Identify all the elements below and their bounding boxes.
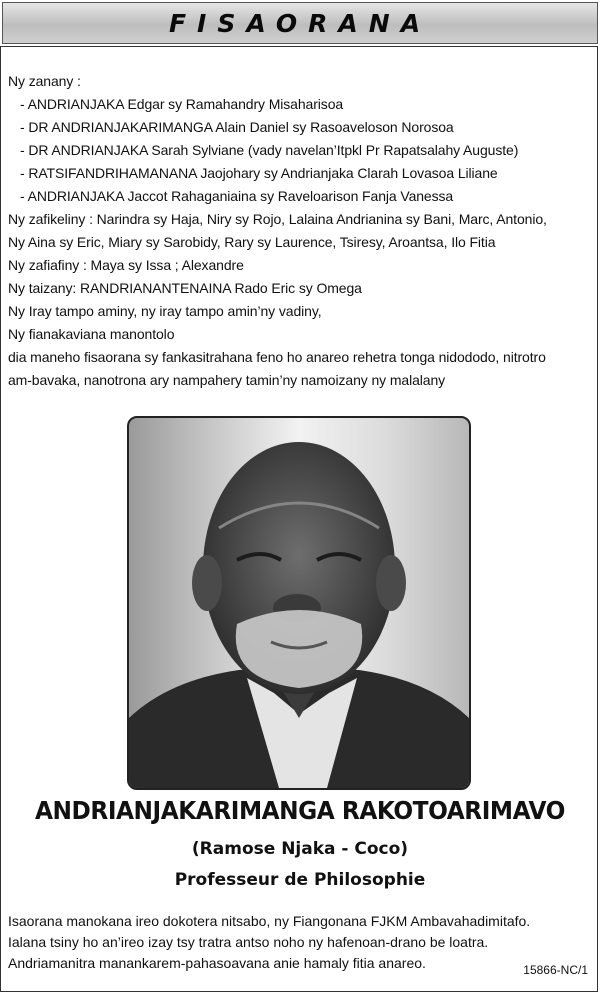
footer-text [8,911,592,974]
header-banner [2,2,598,44]
zanany-label: Ny zanany : [8,73,81,89]
child-entry: - DR ANDRIANJAKA Sarah Sylviane (vady navelan’Itpkl Pr Rapatsalahy Auguste) [20,142,519,158]
thanks-message-line: am-bavaka, nanotrona ary nampahery tamin’ny namoizany ny malalany [8,372,446,388]
child-entry: - DR ANDRIANJAKARIMANGA Alain Daniel sy Rasoaveloson Norosoa [20,119,454,135]
acknowledgement-text [8,70,592,392]
portrait-photo [127,416,471,790]
siblings-line: Ny Iray tampo aminy, ny iray tampo amin’ny vadiny, [8,303,322,319]
footer-line: Isaorana manokana ireo dokotera nitsabo, ny Fiangonana FJKM Ambavahadimitafo. [8,913,531,929]
child-entry: - ANDRIANJAKA Edgar sy Ramahandry Misaharisoa [20,96,344,112]
deceased-profession: Professeur de Philosophie [174,870,426,890]
reference-number: 15866-NC/1 [523,963,588,977]
deceased-name: ANDRIANJAKARIMANGA RAKOTOARIMAVO [35,796,565,825]
foster-children-line: Ny taizany: RANDRIANANTENAINA Rado Eric sy Omega [8,280,362,296]
footer-line: Andriamanitra manankarem-pahasoavana anie hamaly fitia anareo. [8,955,426,971]
grandchildren-line: Ny Aina sy Eric, Miary sy Sarobidy, Rary sy Laurence, Tsiresy, Aroantsa, Ilo Fitia [8,234,496,250]
banner-title: FISAORANA [168,8,432,38]
child-entry: - ANDRIANJAKA Jaccot Rahaganiaina sy Raveloarison Fanja Vanessa [20,188,454,204]
portrait-illustration [129,418,469,788]
deceased-nickname: (Ramose Njaka - Coco) [191,839,409,859]
footer-line: Ialana tsiny ho an’ireo izay tsy tratra antso noho ny hafenoan-drano be loatra. [8,934,489,950]
thanks-message-line: dia maneho fisaorana sy fankasitrahana feno ho anareo rehetra tonga nidododo, nitrotro [8,349,546,365]
child-entry: - RATSIFANDRIHAMANANA Jaojohary sy Andrianjaka Clarah Lovasoa Liliane [20,165,498,181]
great-grandchildren-line: Ny zafiafiny : Maya sy Issa ; Alexandre [8,257,244,273]
grandchildren-line: Ny zafikeliny : Narindra sy Haja, Niry sy Rojo, Lalaina Andrianina sy Bani, Marc, Antonio, [8,211,547,227]
family-line: Ny fianakaviana manontolo [8,326,175,342]
